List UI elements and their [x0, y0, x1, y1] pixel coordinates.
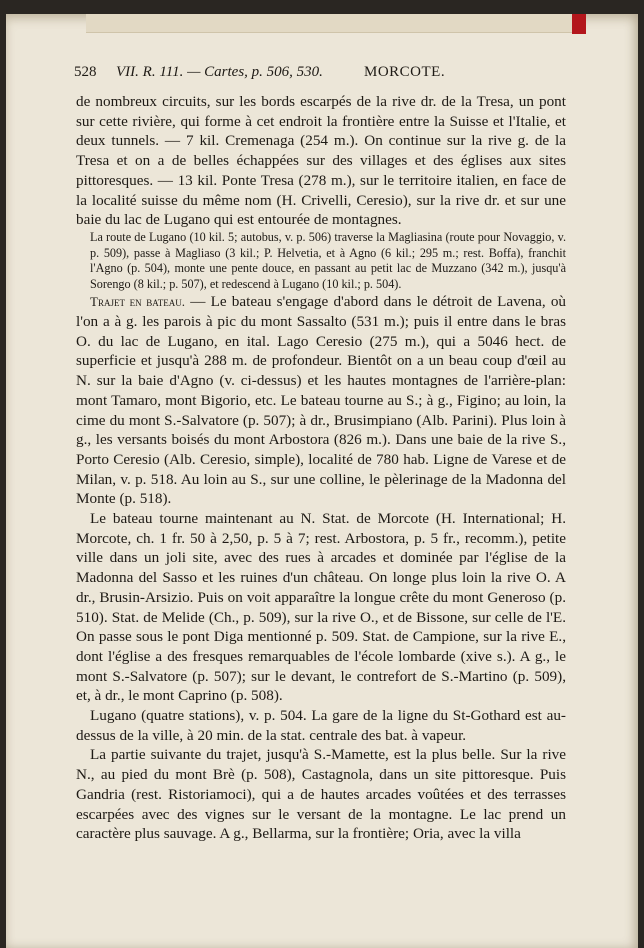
paragraph-tresa: de nombreux circuits, sur les bords escarpés de la rive dr. de la Tresa, un pont sur cette rivière, qui forme à cet endroit la frontière entre la Suisse et l'Italie, et deux tunnels. — 7 kil. Cremenaga (254 m.). On continue sur la rive g. de la Tresa et on a de belles échappées sur des villages et des églises aux sites pittoresques. — 13 kil. Ponte Tresa (278 m.), sur le territoire italien, en face de la localité suisse du même nom (H. Crivelli, Ceresio), sur la rive dr. et sur une baie du lac de Lugano qui est entourée de montagnes.	[76, 93, 566, 229]
paragraph-morcote: Le bateau tourne maintenant au N. Stat. de Morcote (H. International; H. Morcote, ch. 1 fr. 50 à 2,50, p. 5 à 7; rest. Arbostora, p. 5 fr., recomm.), petite ville dans un joli site, avec des rues à arcades et dominée par l'église de la Madonna del Sasso et les ruines d'un château. On longe plus loin la rive O. A dr., Brusin-Arsizio. Puis on voit apparaître la longue crête du mont Generoso (p. 510). Stat. de Melide (Ch., p. 509), sur la rive O., et de Bissone, sur celle de l'E. On passe sous le pont Diga mentionné p. 509. Stat. de Campione, sur la rive E., dont l'église a des fresques remarquables de l'école lombarde (xive s.). A g., le mont S.-Salvatore (p. 507); sur le devant, le contrefort de S.-Martino (p. 509), et, à dr., le mont Caprino (p. 508).	[76, 510, 566, 705]
paragraph-gandria: La partie suivante du trajet, jusqu'à S.-Mamette, est la plus belle. Sur la rive N., au pied du mont Brè (p. 508), Castagnola, dans un site pittoresque. Puis Gandria (rest. Ristoriamoci), qui a de hautes arcades voûtées et des terrasses escarpées avec des vignes sur le versant de la montagne. Le lac prend un caractère plus sauvage. A g., Bellarma, sur la frontière; Oria, avec la villa	[76, 746, 566, 843]
place-heading: MORCOTE.	[364, 64, 446, 80]
section-label: Trajet en bateau.	[90, 294, 185, 310]
previous-page-edge	[86, 14, 576, 33]
route-reference: VII. R. 111. — Cartes, p. 506, 530.	[116, 64, 323, 80]
text-column	[76, 92, 566, 844]
paragraph-lugano: Lugano (quatre stations), v. p. 504. La gare de la ligne du St-Gothard est au-dessus de la ville, à 20 min. de la stat. centrale des bat. à vapeur.	[76, 707, 566, 744]
bookmark-ribbon	[572, 14, 586, 34]
paragraph-text: — Le bateau s'engage d'abord dans le détroit de Lavena, où l'on a à g. les parois à pic du mont Sassalto (531 m.); puis il entre dans le bras O. du lac de Lugano, en ital. Lago Ceresio (275 m.), qui a 5046 hect. de superficie et jusqu'à 288 m. de profondeur. Bientôt on a un beau coup d'œil au N. sur la baie d'Agno (v. ci-dessus) et les hautes montagnes de l'arrière-plan: mont Tamaro, mont Bigorio, etc. Le bateau tourne au S.; à g., Figino; au loin, la cime du mont S.-Salvatore (p. 507); à dr., Brusimpiano (Alb. Parini). Plus loin à g., les versants boisés du mont Arbostora (826 m.). Dans une baie de la rive S., Porto Ceresio (Alb. Ceresio, simple), localité de 780 hab. Ligne de Varese et de Milan, v. p. 518. Au loin au S., sur une colline, le pèlerinage de la Madonna del Monte (p. 518).	[76, 293, 567, 508]
page-number: 528	[74, 64, 97, 80]
running-header	[74, 64, 574, 84]
paragraph-trajet-bateau	[76, 292, 566, 509]
note-route-lugano: La route de Lugano (10 kil. 5; autobus, v. p. 506) traverse la Magliasina (route pour Novaggio, v. p. 509), passe à Magliaso (3 kil.; P. Helvetia, et à Agno (6 kil.; 295 m.; rest. Boffa), franchit l'Agno (p. 504), monte une pente douce, en passant au petit lac de Muzzano (342 m.), jusqu'à Sorengo (8 kil.; p. 507), et redescend à Lugano (10 kil.; p. 504).	[90, 229, 566, 291]
